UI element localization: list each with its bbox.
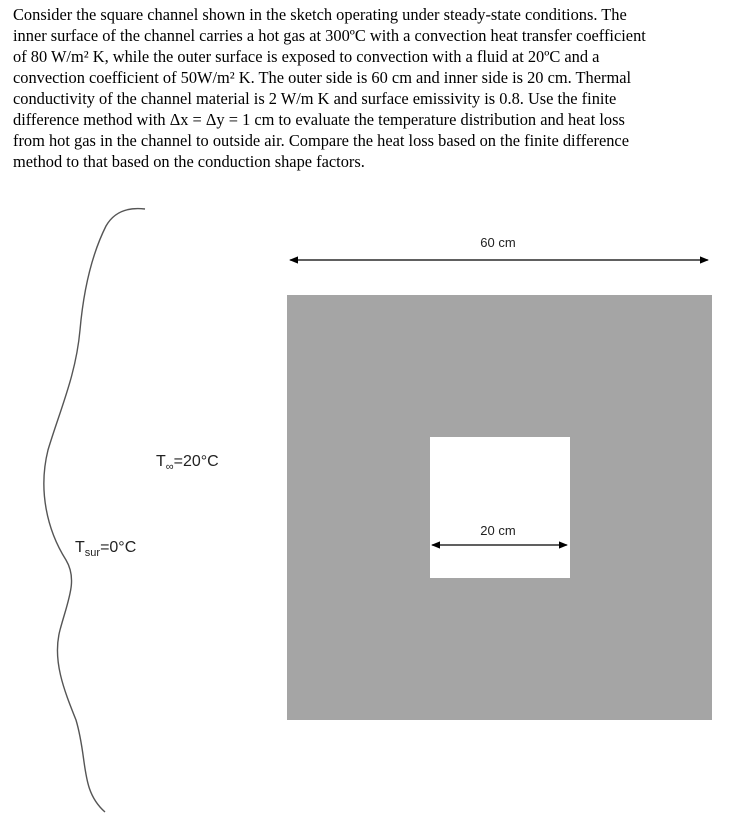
inner-dimension-label: 20 cm xyxy=(480,523,516,538)
problem-line: from hot gas in the channel to outside air. Compare the heat loss based on the finite difference xyxy=(13,131,629,150)
t-sur-value: =0°C xyxy=(100,539,137,556)
t-sur-symbol: T xyxy=(75,539,85,556)
problem-line: difference method with Δx = Δy = 1 cm to evaluate the temperature distribution and heat loss xyxy=(13,110,625,129)
problem-line: of 80 W/m² K, while the outer surface is exposed to convection with a fluid at 20ºC and a xyxy=(13,47,600,66)
problem-line: conductivity of the channel material is 2 W/m K and surface emissivity is 0.8. Use the finite xyxy=(13,89,617,108)
t-inf-value: =20°C xyxy=(173,453,219,470)
t-inf-symbol: T xyxy=(156,453,166,470)
channel-inner-square xyxy=(430,437,570,578)
t-inf-subscript: ∞ xyxy=(165,461,174,473)
problem-line: method to that based on the conduction shape factors. xyxy=(13,152,365,171)
t-sur-subscript: sur xyxy=(84,547,101,559)
t-sur-label xyxy=(75,539,136,559)
problem-line: inner surface of the channel carries a hot gas at 300ºC with a convection heat transfer coefficient xyxy=(13,26,646,45)
surroundings-curve xyxy=(44,209,145,812)
t-inf-label xyxy=(156,453,219,473)
outer-dimension-label: 60 cm xyxy=(480,235,516,250)
problem-line: Consider the square channel shown in the sketch operating under steady-state conditions. The xyxy=(13,5,627,24)
problem-line: convection coefficient of 50W/m² K. The outer side is 60 cm and inner side is 20 cm. Thermal xyxy=(13,68,632,87)
